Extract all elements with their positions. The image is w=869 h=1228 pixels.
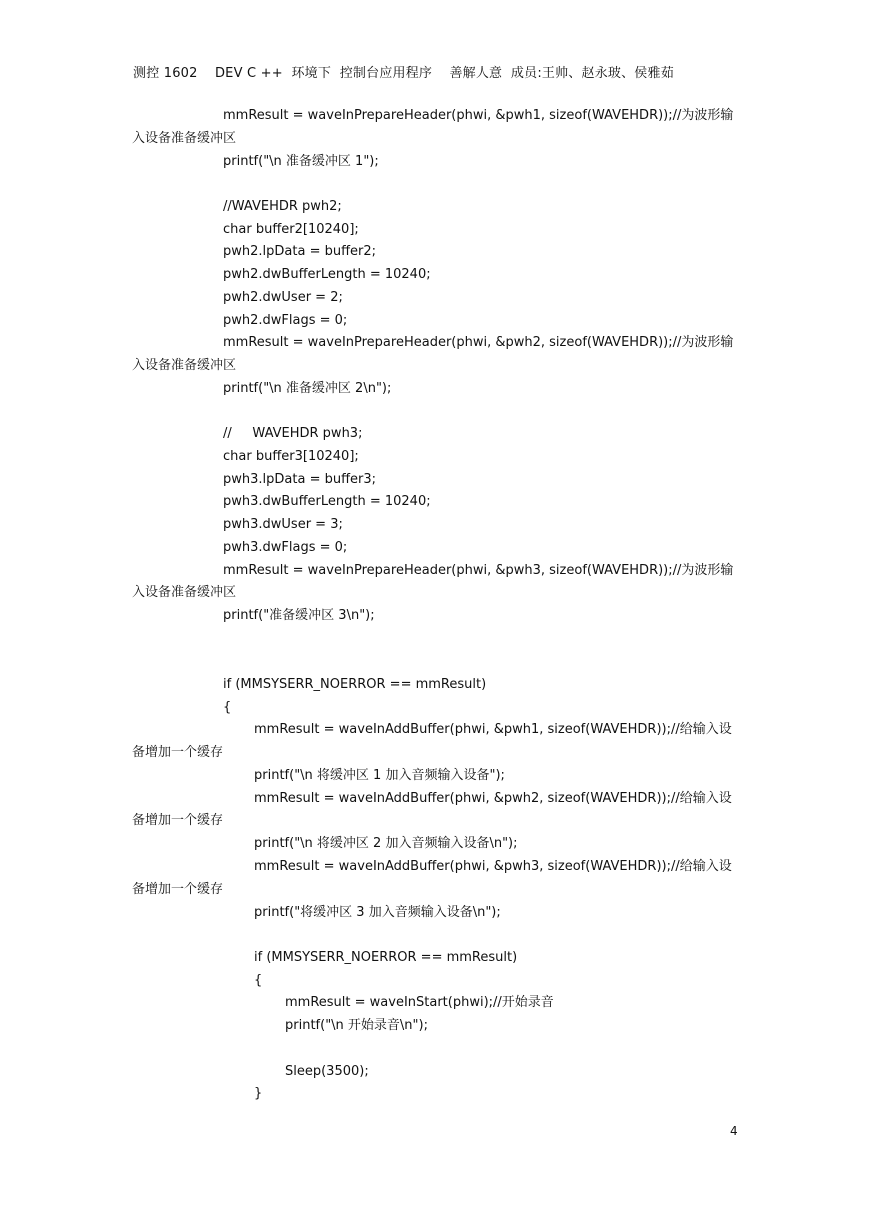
- code-line: pwh3.lpData = buffer3;: [223, 472, 377, 487]
- code-line: char buffer3[10240];: [223, 449, 359, 464]
- code-line: printf("准备缓冲区 3\n");: [223, 608, 375, 623]
- page-header: 测控 1602 DEV C ++ 环境下 控制台应用程序 善解人意 成员:王帅、赵永玻、侯雅茹: [133, 66, 674, 81]
- code-line: pwh2.dwFlags = 0;: [223, 313, 348, 328]
- code-line-wrap: 备增加一个缓存: [132, 882, 224, 897]
- code-line: pwh2.lpData = buffer2;: [223, 244, 377, 259]
- code-line: mmResult = waveInPrepareHeader(phwi, &pwh1, sizeof(WAVEHDR));//为波形输: [223, 108, 734, 123]
- code-line: //WAVEHDR pwh2;: [223, 199, 342, 214]
- code-line: pwh2.dwUser = 2;: [223, 290, 343, 305]
- code-line: mmResult = waveInAddBuffer(phwi, &pwh3, sizeof(WAVEHDR));//给输入设: [254, 859, 732, 874]
- code-line: printf("\n 准备缓冲区 2\n");: [223, 381, 392, 396]
- code-line: mmResult = waveInAddBuffer(phwi, &pwh1, sizeof(WAVEHDR));//给输入设: [254, 722, 732, 737]
- code-line-wrap: 备增加一个缓存: [132, 813, 224, 828]
- code-line: pwh3.dwBufferLength = 10240;: [223, 494, 431, 509]
- code-line-wrap: 备增加一个缓存: [132, 745, 224, 760]
- code-line: // WAVEHDR pwh3;: [223, 426, 363, 441]
- code-line: mmResult = waveInStart(phwi);//开始录音: [285, 995, 554, 1010]
- code-line: mmResult = waveInAddBuffer(phwi, &pwh2, sizeof(WAVEHDR));//给输入设: [254, 791, 732, 806]
- code-line: if (MMSYSERR_NOERROR == mmResult): [254, 950, 518, 965]
- code-line: mmResult = waveInPrepareHeader(phwi, &pwh2, sizeof(WAVEHDR));//为波形输: [223, 335, 734, 350]
- code-line-wrap: 入设备准备缓冲区: [132, 131, 237, 146]
- code-line-wrap: 入设备准备缓冲区: [132, 585, 237, 600]
- code-line: }: [254, 1086, 263, 1101]
- code-line: printf("\n 将缓冲区 1 加入音频输入设备");: [254, 768, 505, 783]
- code-line: {: [254, 973, 263, 988]
- code-line: mmResult = waveInPrepareHeader(phwi, &pwh3, sizeof(WAVEHDR));//为波形输: [223, 563, 734, 578]
- code-line: printf("\n 准备缓冲区 1");: [223, 154, 379, 169]
- code-line: pwh3.dwFlags = 0;: [223, 540, 348, 555]
- page-number: 4: [730, 1124, 738, 1138]
- code-line: char buffer2[10240];: [223, 222, 359, 237]
- code-line: pwh2.dwBufferLength = 10240;: [223, 267, 431, 282]
- code-line: printf("将缓冲区 3 加入音频输入设备\n");: [254, 905, 501, 920]
- code-line: {: [223, 700, 232, 715]
- code-line-wrap: 入设备准备缓冲区: [132, 358, 237, 373]
- code-line: printf("\n 开始录音\n");: [285, 1018, 428, 1033]
- code-line: if (MMSYSERR_NOERROR == mmResult): [223, 677, 487, 692]
- code-line: printf("\n 将缓冲区 2 加入音频输入设备\n");: [254, 836, 518, 851]
- code-line: Sleep(3500);: [285, 1064, 369, 1079]
- code-line: pwh3.dwUser = 3;: [223, 517, 343, 532]
